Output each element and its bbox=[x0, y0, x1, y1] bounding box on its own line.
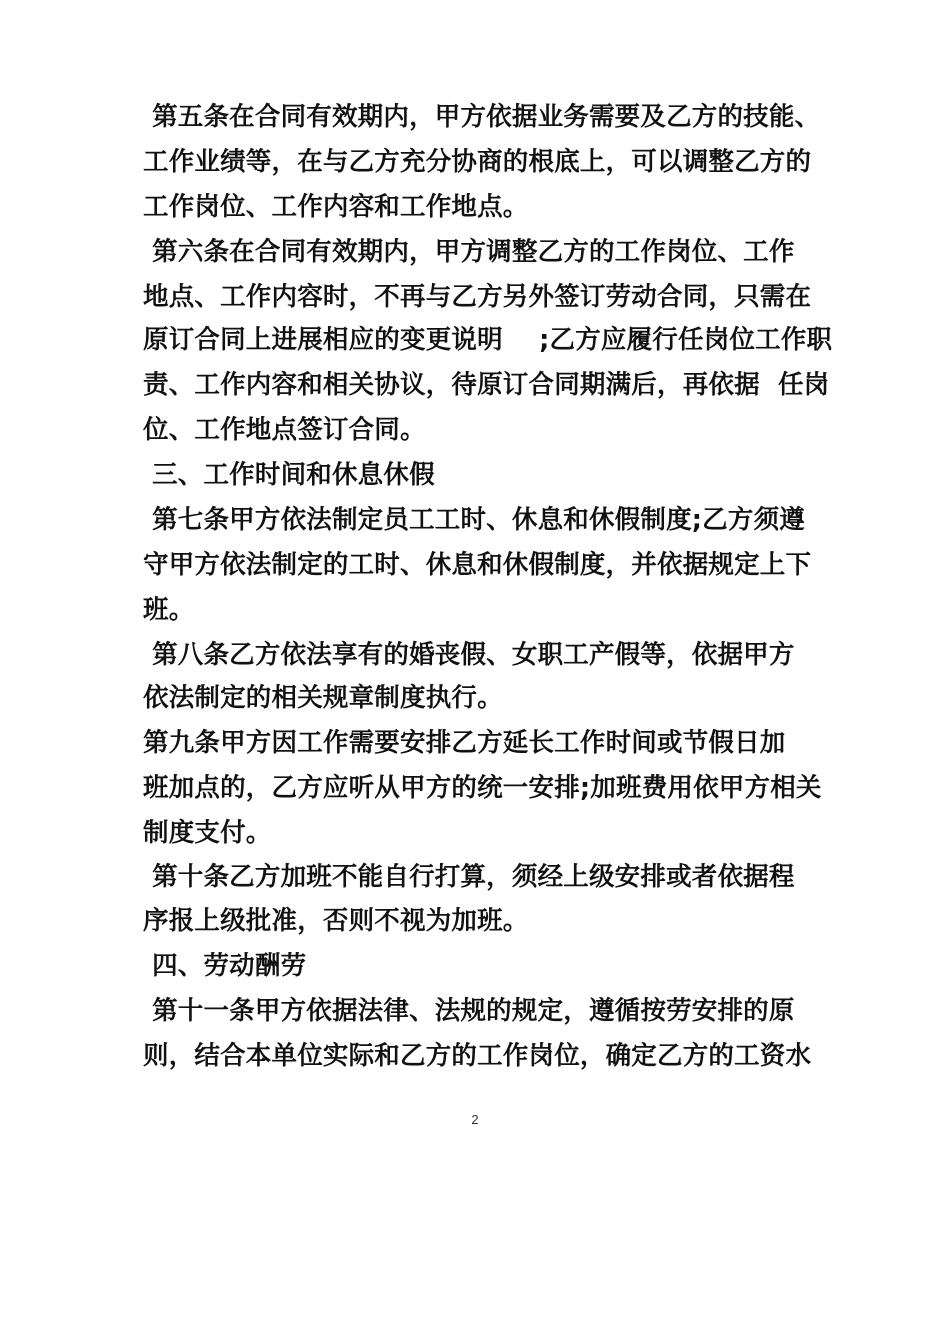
section-heading: 三、工作时间和休息休假 bbox=[143, 460, 435, 490]
page-number: 2 bbox=[471, 1112, 479, 1127]
text-line: 序报上级批准，否则不视为加班。 bbox=[143, 906, 529, 936]
text-line: 第十条乙方加班不能自行打算，须经上级安排或者依据程 bbox=[143, 862, 795, 892]
text-line: 依法制定的相关规章制度执行。 bbox=[143, 683, 503, 713]
text-line: 地点、工作内容时，不再与乙方另外签订劳动合同，只需在 bbox=[143, 282, 812, 312]
text-line: 班。 bbox=[143, 595, 195, 625]
text-line: 制度支付。 bbox=[143, 818, 272, 848]
text-line: 第七条甲方依法制定员工工时、休息和休假制度;乙方须遵 bbox=[143, 505, 805, 535]
text-line: 工作岗位、工作内容和工作地点。 bbox=[143, 192, 529, 222]
text-line: 工作业绩等，在与乙方充分协商的根底上，可以调整乙方的 bbox=[143, 147, 812, 177]
text-line: 守甲方依法制定的工时、休息和休假制度，并依据规定上下 bbox=[143, 550, 812, 580]
text-line: 班加点的，乙方应听从甲方的统一安排;加班费用依甲方相关 bbox=[143, 773, 822, 803]
text-line: 第八条乙方依法享有的婚丧假、女职工产假等，依据甲方 bbox=[143, 640, 795, 670]
text-line: 第六条在合同有效期内，甲方调整乙方的工作岗位、工作 bbox=[143, 237, 795, 267]
text-line: 则，结合本单位实际和乙方的工作岗位，确定乙方的工资水 bbox=[143, 1041, 812, 1071]
section-heading: 四、劳动酬劳 bbox=[143, 951, 307, 981]
text-line: 第十一条甲方依据法律、法规的规定，遵循按劳安排的原 bbox=[143, 996, 795, 1026]
text-line: 原订合同上进展相应的变更说明 ;乙方应履行任岗位工作职 bbox=[143, 325, 833, 355]
text-line: 第五条在合同有效期内，甲方依据业务需要及乙方的技能、 bbox=[143, 102, 821, 132]
text-line: 责、工作内容和相关协议，待原订合同期满后，再依据 任岗 bbox=[143, 370, 830, 400]
text-line: 第九条甲方因工作需要安排乙方延长工作时间或节假日加 bbox=[143, 728, 786, 758]
text-line: 位、工作地点签订合同。 bbox=[143, 415, 426, 445]
